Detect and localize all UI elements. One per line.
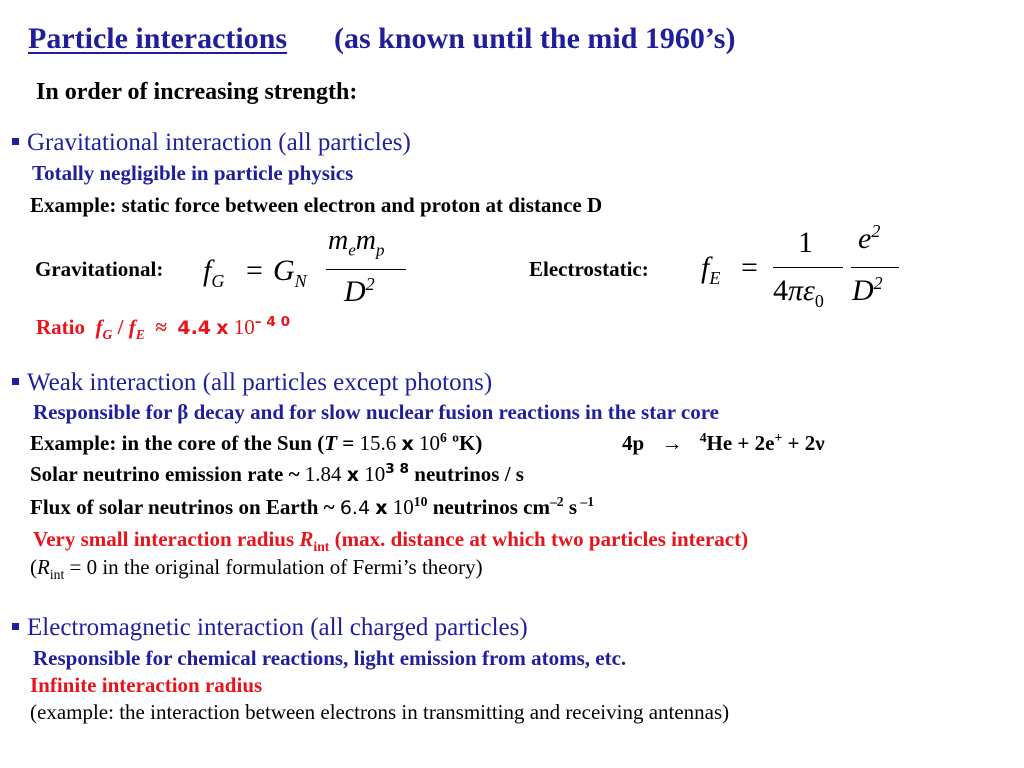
ratio-value: 4.4 [177, 317, 212, 339]
electrostatic-formula: $f_E$ = 1 $4\pi\varepsilon_0$ $e^2$ $D^2$ [701, 222, 911, 322]
bullet-icon [12, 138, 19, 145]
fermi-note: ($R_{int} = 0$ in the original formulation of Fermi’s theory) [30, 555, 483, 583]
ratio-label: Ratio [36, 315, 85, 339]
ratio-fe: $f_E$ [128, 315, 145, 343]
weak-heading-text: Weak interaction (all particles except photons) [27, 369, 493, 396]
ratio-fg: $f_G$ [95, 315, 113, 343]
title-main: Particle interactions [28, 22, 288, 55]
neutrino-flux: Flux of solar neutrinos on Earth ~ 6.4 x $10^{10}$ neutrinos $cm^{-2}$ s $^{-1}$ [30, 494, 595, 519]
ratio-base: 10 [233, 315, 255, 339]
em-radius: Infinite interaction radius [30, 673, 263, 697]
ratio-times: x [216, 317, 229, 339]
em-note: Responsible for chemical reactions, light emission from atoms, etc. [33, 646, 627, 670]
gravitational-example: Example: static force between electron and proton at distance D [30, 193, 603, 217]
em-example: (example: the interaction between electrons in transmitting and receiving antennas) [30, 700, 730, 724]
neutrino-rate: Solar neutrino emission rate ~ 1.84 x $10^{3 8}$ neutrinos / s [30, 461, 524, 486]
approx-icon: ≈ [155, 315, 167, 339]
em-heading [12, 614, 528, 642]
em-heading-text: Electromagnetic interaction (all charged particles) [27, 614, 528, 641]
intro-text: In order of increasing strength: [36, 79, 358, 105]
electrostatic-formula-label: Electrostatic: [529, 257, 649, 281]
bullet-icon [12, 623, 19, 630]
weak-note: Responsible for β decay and for slow nuclear fusion reactions in the star core [33, 400, 719, 424]
gravitational-heading-text: Gravitational interaction (all particles) [27, 129, 411, 156]
title-subtitle: (as known until the mid 1960’s) [334, 22, 736, 55]
gravitational-heading [12, 129, 411, 157]
bullet-icon [12, 378, 19, 385]
ratio-exp: – 4 0 [254, 314, 291, 330]
fusion-reaction: 4p → $^4$He + 2e+ + 2ν [622, 430, 825, 455]
right-arrow-icon: → [661, 431, 683, 455]
weak-heading [12, 369, 492, 397]
gravitational-note: Totally negligible in particle physics [32, 161, 354, 185]
interaction-radius: Very small interaction radius $R_{int}$ (max. distance at which two particles interact) [33, 527, 749, 555]
weak-example: Example: in the core of the Sun (T = 15.6 x $10^6$ ºK) [30, 430, 483, 455]
gravitational-formula: $f_G$ = $G_N$ $m_em_p$ $D^2$ [203, 225, 413, 320]
gravitational-formula-label: Gravitational: [35, 257, 164, 281]
page-title [28, 22, 287, 56]
ratio-line: Ratio $f_G / f_E \approx 4.4$ x $10^{- 4 0}$ [36, 314, 291, 343]
